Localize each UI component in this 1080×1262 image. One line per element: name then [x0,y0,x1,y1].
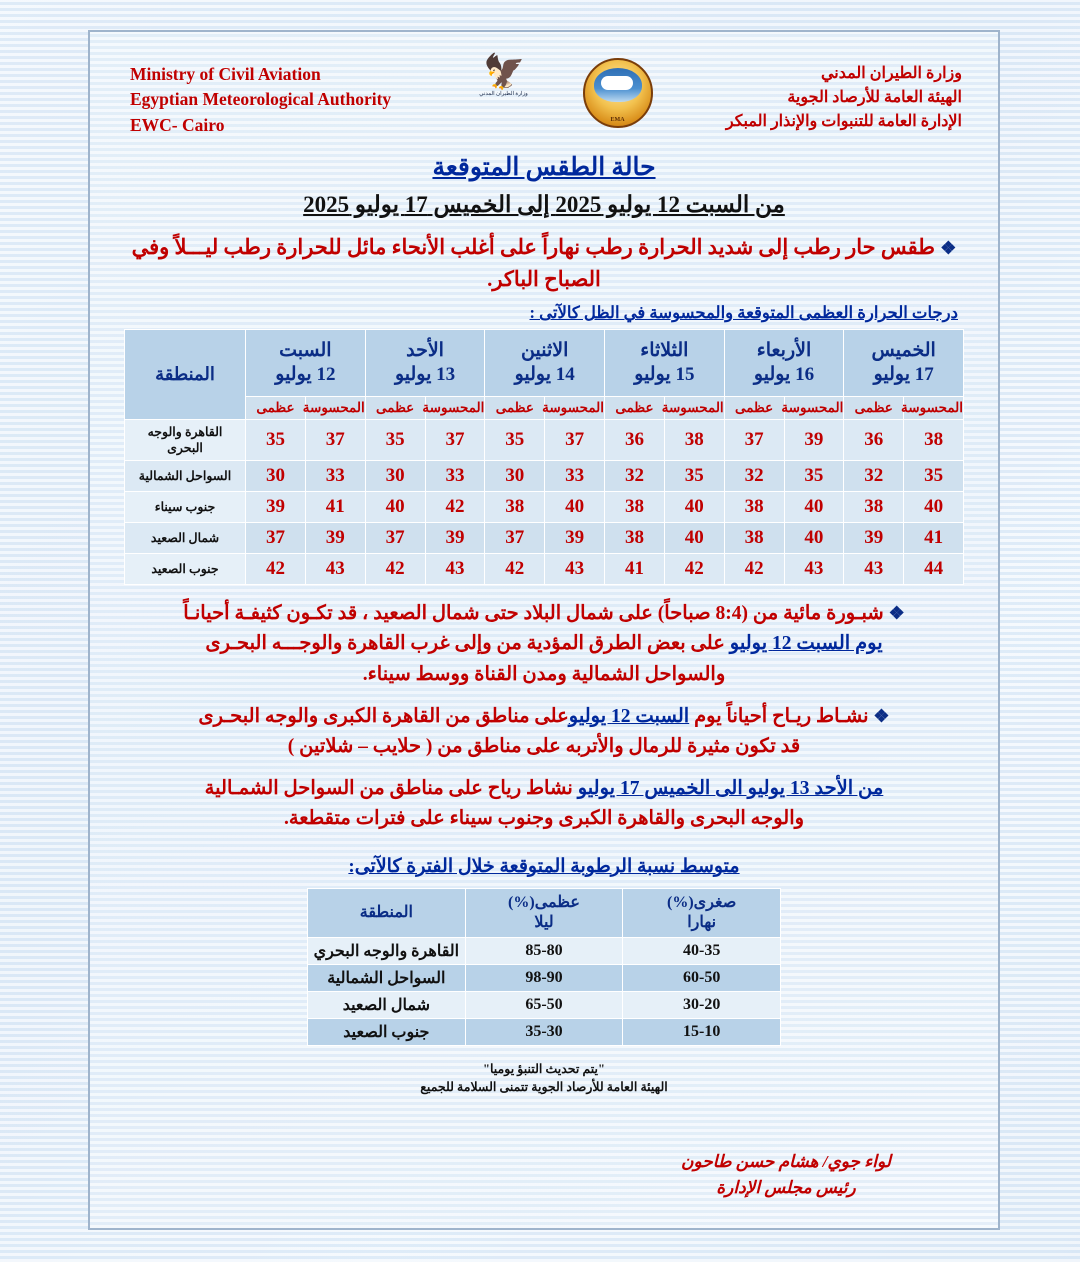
civil-aviation-eagle-icon [465,54,543,97]
footer-note-2: الهيئة العامة للأرصاد الجوية تتمنى السلامة للجميع [420,1080,668,1095]
humidity-header-region: المنطقة [308,888,466,937]
note-period-line-1 [116,774,972,804]
temp-cell: 37 [305,420,365,461]
logo-group [465,54,653,128]
table-row [125,523,964,554]
temp-cell: 43 [784,554,844,585]
humidity-table [307,888,781,1046]
temp-cell: 42 [724,554,784,585]
note-fog-line-1 [116,599,972,629]
temp-cell: 35 [664,461,724,492]
temp-sub-felt-5: المحسوسة [904,397,964,420]
temp-cell: 37 [485,523,545,554]
temp-cell: 39 [246,492,306,523]
bullet-icon: ❖ [873,705,890,726]
temp-cell: 43 [425,554,485,585]
date-range-title: من السبت 12 يوليو 2025 إلى الخميس 17 يوليو 2025 [303,192,785,218]
header-en-line-3: EWC- Cairo [130,114,225,135]
temp-cell: 43 [844,554,904,585]
temp-sub-felt-2: المحسوسة [545,397,605,420]
temp-sub-felt-1: المحسوسة [425,397,485,420]
header-ar-line-3: الإدارة العامة للتنبوات والإنذار المبكر [725,113,962,130]
note-period-text-1: نشاط رياح على مناطق من السواحل الشمـالية [204,778,578,800]
humidity-max-cell: 98-90 [465,964,623,991]
temp-region-header: المنطقة [125,330,246,420]
temp-cell: 38 [605,492,665,523]
temp-day-date-0: 12 يوليو [275,364,336,386]
humidity-max-cell: 35-30 [465,1018,623,1045]
humidity-header-min [623,888,781,937]
table-row [308,1018,781,1045]
temp-day-date-2: 14 يوليو [514,364,575,386]
temp-day-header-0 [246,330,366,397]
note-wind-text-1b: على مناطق من القاهرة الكبرى والوجه البحـرى [198,705,569,727]
temp-cell: 35 [365,420,425,461]
temp-cell: 39 [784,420,844,461]
humidity-max-cell: 85-80 [465,937,623,964]
humidity-min-cell: 15-10 [623,1018,781,1045]
humidity-header-max-label: عظمى(%) [508,894,580,912]
temp-day-header-5 [844,330,964,397]
temp-cell: 30 [485,461,545,492]
temp-cell: 38 [485,492,545,523]
temp-cell: 43 [545,554,605,585]
temp-cell: 39 [844,523,904,554]
temp-cell: 35 [485,420,545,461]
forecast-sheet [88,30,1000,1230]
note-period-line-2: والوجه البحرى والقاهرة الكبرى وجنوب سيناء على فترات متقطعة. [283,808,805,830]
ema-logo-text: EMA [610,117,625,123]
temp-row-region: السواحل الشمالية [125,461,246,492]
temp-cell: 41 [605,554,665,585]
temp-cell: 35 [784,461,844,492]
temp-cell: 42 [664,554,724,585]
temp-day-date-5: 17 يوليو [873,364,934,386]
temp-cell: 42 [485,554,545,585]
table-row [308,964,781,991]
temp-cell: 39 [425,523,485,554]
temp-day-name-3: الثلاثاء [640,340,689,362]
temp-cell: 30 [365,461,425,492]
temp-cell: 42 [246,554,306,585]
temp-cell: 42 [425,492,485,523]
note-fog-date: يوم السبت 12 يوليو [729,633,883,655]
temp-sub-max-2: عظمى [485,397,545,420]
temp-sub-max-1: عظمى [365,397,425,420]
note-fog-line-3: والسواحل الشمالية ومدن القناة ووسط سيناء. [362,663,726,685]
humidity-header-min-label: صغرى(%) [667,894,737,912]
header-english-block [130,62,391,138]
note-fog-line-2 [116,629,972,659]
weather-summary [116,232,972,295]
temp-sub-max-0: عظمى [246,397,306,420]
temp-cell: 39 [545,523,605,554]
humidity-region-cell: جنوب الصعيد [308,1018,466,1045]
temp-cell: 40 [904,492,964,523]
temp-cell: 38 [664,420,724,461]
temp-cell: 43 [305,554,365,585]
temp-day-header-3 [605,330,725,397]
temp-sub-max-5: عظمى [844,397,904,420]
ema-cloud-shape [601,76,633,90]
temp-row-region: جنوب سيناء [125,492,246,523]
temp-cell: 41 [904,523,964,554]
humidity-header-row [308,888,781,937]
humidity-region-cell: السواحل الشمالية [308,964,466,991]
temp-sub-felt-3: المحسوسة [664,397,724,420]
humidity-header-min-sub: نهارا [687,913,717,931]
temp-cell: 36 [844,420,904,461]
ema-sun-cloud-icon [583,58,653,128]
temp-day-name-2: الاثنين [521,340,569,362]
header-arabic-block [726,62,962,134]
header-ar-line-1: وزارة الطيران المدني [820,65,962,82]
temp-day-name-4: الأربعاء [756,340,812,362]
footer-notes [116,1060,972,1098]
temp-sub-felt-4: المحسوسة [784,397,844,420]
temp-cell: 40 [664,523,724,554]
temp-cell: 40 [545,492,605,523]
temp-cell: 38 [844,492,904,523]
header-ar-line-2: الهيئة العامة للأرصاد الجوية [787,89,962,106]
eagle-logo-caption: وزارة الطيران المدني [479,90,528,97]
weather-summary-text: طقس حار رطب إلى شديد الحرارة رطب نهاراً على أغلب الأنحاء مائل للحرارة رطب ليـــلاً وفي الصباح الباكر. [131,235,936,291]
note-fog-text-2: على بعض الطرق المؤدية من وإلى غرب القاهرة والوجـــه البحـرى [205,633,730,655]
humidity-min-cell: 40-35 [623,937,781,964]
temp-cell: 40 [784,523,844,554]
temp-day-header-2 [485,330,605,397]
temp-day-name-0: السبت [279,340,332,362]
footer-note-1: "يتم تحديث التنبؤ يوميا" [483,1061,605,1076]
temp-day-name-1: الأحد [406,340,444,362]
eagle-wings-glyph: 🦅 [483,54,524,91]
humidity-table-title: متوسط نسبة الرطوبة المتوقعة خلال الفترة كالآتى: [348,855,740,877]
note-wind-line-1 [116,702,972,732]
humidity-header-max-sub: ليلا [534,913,554,931]
humidity-region-cell: شمال الصعيد [308,991,466,1018]
table-row [125,461,964,492]
temp-cell: 40 [365,492,425,523]
table-row [125,492,964,523]
table-row [308,991,781,1018]
document-header [116,50,972,138]
temp-sub-felt-0: المحسوسة [305,397,365,420]
table-row [125,554,964,585]
note-wind-saturday [116,702,972,762]
temp-table-caption: درجات الحرارة العظمى المتوقعة والمحسوسة في الظل كالآتى : [529,303,958,323]
bullet-icon: ❖ [888,603,905,624]
temp-cell: 32 [844,461,904,492]
temp-cell: 38 [724,523,784,554]
humidity-region-cell: القاهرة والوجه البحري [308,937,466,964]
temp-cell: 38 [605,523,665,554]
temp-cell: 33 [425,461,485,492]
note-wind-period [116,774,972,834]
header-en-line-1: Ministry of Civil Aviation [130,64,321,84]
header-en-line-2: Egyptian Meteorological Authority [130,89,392,110]
temp-sub-max-3: عظمى [605,397,665,420]
temp-cell: 40 [784,492,844,523]
humidity-min-cell: 30-20 [623,991,781,1018]
temp-sub-max-4: عظمى [724,397,784,420]
signature-name: لواء جوي/ هشام حسن طاحون [681,1152,891,1172]
temp-cell: 32 [605,461,665,492]
temperature-table [124,329,964,585]
temp-day-date-4: 16 يوليو [753,364,815,386]
temp-day-date-3: 15 يوليو [634,364,695,386]
note-period-date-range: من الأحد 13 يوليو الى الخميس 17 يوليو [577,778,884,800]
page-title: حالة الطقس المتوقعة [432,154,656,182]
temp-row-region: شمال الصعيد [125,523,246,554]
table-row [308,937,781,964]
note-wind-line-2: قد تكون مثيرة للرمال والأتربه على مناطق من ( حلايب – شلاتين ) [287,736,801,757]
temp-day-name-5: الخميس [871,340,936,362]
temp-row-region: جنوب الصعيد [125,554,246,585]
temp-cell: 35 [246,420,306,461]
temp-row-region: القاهرة والوجه البحرى [125,420,246,461]
table-row [125,420,964,461]
temp-cell: 40 [664,492,724,523]
temp-table-sub-header-row [125,397,964,420]
humidity-header-max [465,888,623,937]
temp-table-day-header-row [125,330,964,397]
temp-cell: 37 [545,420,605,461]
temp-cell: 42 [365,554,425,585]
temp-cell: 32 [724,461,784,492]
signature-block [636,1149,936,1200]
temp-cell: 33 [305,461,365,492]
temp-cell: 38 [904,420,964,461]
temp-cell: 39 [305,523,365,554]
note-wind-date: السبت 12 يوليو [568,705,690,727]
temp-day-date-1: 13 يوليو [394,364,456,386]
temp-cell: 38 [724,492,784,523]
temp-cell: 44 [904,554,964,585]
note-fog-text-1: شبـورة مائية من (8:4 صباحاً) على شمال البلاد حتى شمال الصعيد ، قد تكـون كثيفـة أحيانـاً [183,603,884,625]
signature-title: رئيس مجلس الإدارة [716,1177,856,1197]
temp-cell: 36 [605,420,665,461]
temp-cell: 37 [365,523,425,554]
temp-day-header-1 [365,330,485,397]
temp-cell: 30 [246,461,306,492]
bullet-icon: ❖ [940,238,957,259]
temp-cell: 37 [724,420,784,461]
note-wind-text-1a: نشـاط ريـاح أحياناً يوم [689,705,869,727]
temp-cell: 33 [545,461,605,492]
temp-cell: 37 [425,420,485,461]
temp-cell: 37 [246,523,306,554]
humidity-max-cell: 65-50 [465,991,623,1018]
temp-cell: 41 [305,492,365,523]
temp-cell: 35 [904,461,964,492]
humidity-min-cell: 60-50 [623,964,781,991]
temp-day-header-4 [724,330,844,397]
note-fog [116,599,972,690]
